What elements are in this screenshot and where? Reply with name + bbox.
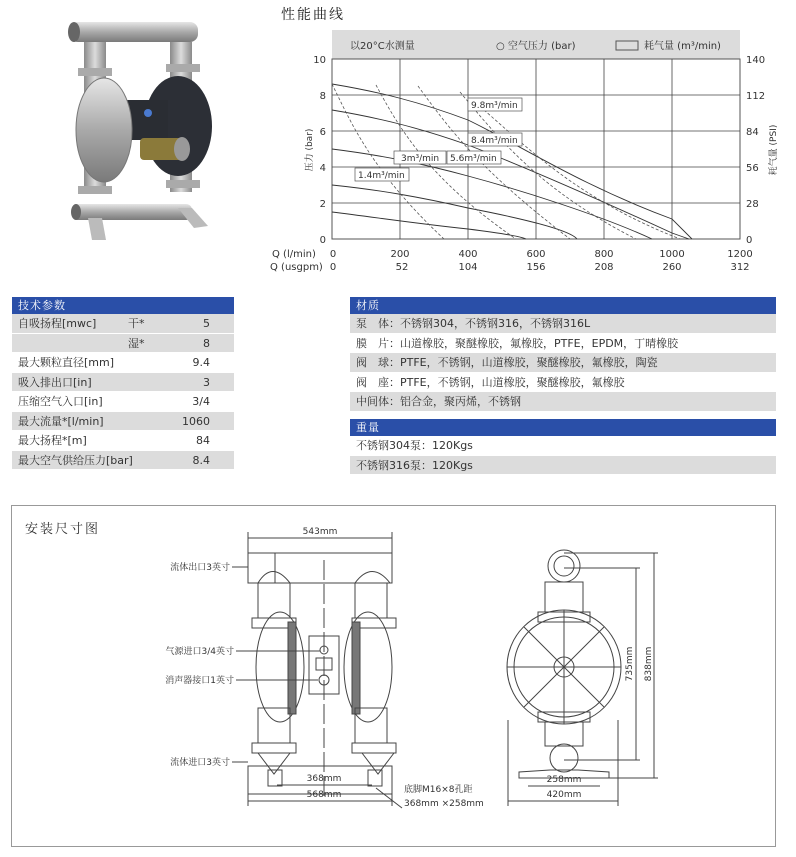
svg-text:1200: 1200: [727, 249, 753, 260]
right-axis-ticks: [746, 55, 765, 246]
foot-note-1: 底脚M16×8孔距: [404, 785, 473, 795]
table-row: 膜 片：山道橡胶，聚醚橡胶，氟橡胶，PTFE，EPDM，丁晴橡胶: [350, 334, 776, 354]
svg-text:208: 208: [594, 262, 614, 273]
svg-text:3m³/min: 3m³/min: [401, 154, 440, 164]
table-row: 最大流量*[l/min] 1060: [12, 412, 234, 432]
callout-inlet: 流体进口3英寸: [170, 758, 230, 768]
callout-muffler: 消声器接口1英寸: [165, 676, 234, 686]
svg-text:56: 56: [746, 163, 759, 174]
svg-text:6: 6: [319, 127, 326, 138]
product-photo: [58, 8, 218, 248]
foot-note-2: 368mm ×258mm: [404, 799, 484, 809]
tech-params-table: [12, 297, 234, 470]
svg-text:10: 10: [313, 55, 326, 66]
performance-chart: [266, 20, 796, 280]
svg-text:8.4m³/min: 8.4m³/min: [471, 136, 518, 146]
svg-text:84: 84: [746, 127, 759, 138]
svg-text:8: 8: [319, 91, 326, 102]
svg-text:140: 140: [746, 55, 766, 66]
table-row: 吸入排出口[in] 3: [12, 373, 234, 393]
dim-side-bolt: 258mm: [546, 775, 582, 785]
callout-outlet: 流体出口3英寸: [170, 563, 230, 573]
svg-text:Q (l/min): Q (l/min): [272, 249, 316, 260]
weight-table: [350, 419, 776, 475]
table-row: 不锈钢316泵：120Kgs: [350, 456, 776, 476]
table-row: 阀 座：PTFE，不锈钢，山道橡胶，聚醚橡胶，氟橡胶: [350, 373, 776, 393]
svg-text:260: 260: [662, 262, 682, 273]
outlet-manifold: [248, 553, 392, 583]
svg-text:5.6m³/min: 5.6m³/min: [450, 154, 497, 164]
table-row: 压缩空气入口[in] 3/4: [12, 392, 234, 412]
weight-header: 重量: [350, 419, 776, 436]
side-inlet-port: [550, 744, 578, 772]
x-axis-ticks: [270, 249, 753, 273]
legend-pressure: ○ 空气压力 (bar): [496, 41, 576, 52]
table-row: 湿* 8: [12, 334, 234, 354]
table-row: 自吸扬程[mwc] 干* 5: [12, 314, 234, 334]
dim-total-height: 838mm: [644, 646, 654, 682]
dim-side-width: 420mm: [546, 790, 582, 800]
svg-text:2: 2: [319, 199, 326, 210]
svg-text:112: 112: [746, 91, 766, 102]
install-title: 安装尺寸图: [25, 522, 101, 537]
svg-text:1000: 1000: [659, 249, 685, 260]
left-axis-label: 压力 (bar): [305, 128, 315, 172]
svg-text:4: 4: [319, 163, 326, 174]
left-axis-ticks: [313, 55, 326, 246]
materials-table: [350, 297, 776, 412]
legend-consumption: 耗气量 (m³/min): [644, 41, 721, 52]
svg-text:400: 400: [458, 249, 478, 260]
table-row: 中间体：铝合金，聚丙烯，不锈钢: [350, 392, 776, 412]
svg-text:800: 800: [594, 249, 614, 260]
chart-title: 性能曲线: [281, 7, 345, 23]
table-row: 最大扬程*[m] 84: [12, 431, 234, 451]
svg-text:0: 0: [746, 235, 753, 246]
tech-params-header: 技术参数: [12, 297, 234, 314]
svg-text:1.4m³/min: 1.4m³/min: [358, 171, 405, 181]
callout-air-inlet: 气源进口3/4英寸: [165, 647, 234, 657]
svg-text:0: 0: [319, 235, 326, 246]
svg-text:200: 200: [390, 249, 410, 260]
side-outlet-port: [548, 550, 580, 582]
dim-base-width: 568mm: [306, 790, 342, 800]
table-row: 最大空气供给压力[bar] 8.4: [12, 451, 234, 471]
dimension-drawing: [0, 490, 796, 857]
dim-port-height: 735mm: [625, 646, 635, 682]
dim-bolt-spacing: 368mm: [306, 774, 342, 784]
svg-text:156: 156: [526, 262, 546, 273]
table-row: 泵 体：不锈钢304，不锈钢316，不锈钢316L: [350, 314, 776, 334]
dim-top-width: 543mm: [302, 527, 338, 537]
svg-text:28: 28: [746, 199, 759, 210]
svg-text:Q (usgpm): Q (usgpm): [270, 262, 323, 273]
svg-text:312: 312: [730, 262, 750, 273]
svg-text:600: 600: [526, 249, 546, 260]
svg-text:0: 0: [329, 249, 337, 260]
pump-photo-illustration: [58, 8, 218, 248]
svg-text:0: 0: [329, 262, 337, 273]
table-row: 阀 球：PTFE，不锈钢，山道橡胶，聚醚橡胶，氟橡胶，陶瓷: [350, 353, 776, 373]
table-row: 最大颗粒直径[mm] 9.4: [12, 353, 234, 373]
right-axis-label: 耗气量 (PSI): [769, 124, 779, 176]
svg-text:52: 52: [395, 262, 409, 273]
materials-header: 材质: [350, 297, 776, 314]
table-row: 不锈钢304泵：120Kgs: [350, 436, 776, 456]
svg-text:9.8m³/min: 9.8m³/min: [471, 101, 518, 111]
legend-note: 以20°C水测量: [350, 41, 415, 52]
svg-text:104: 104: [458, 262, 478, 273]
